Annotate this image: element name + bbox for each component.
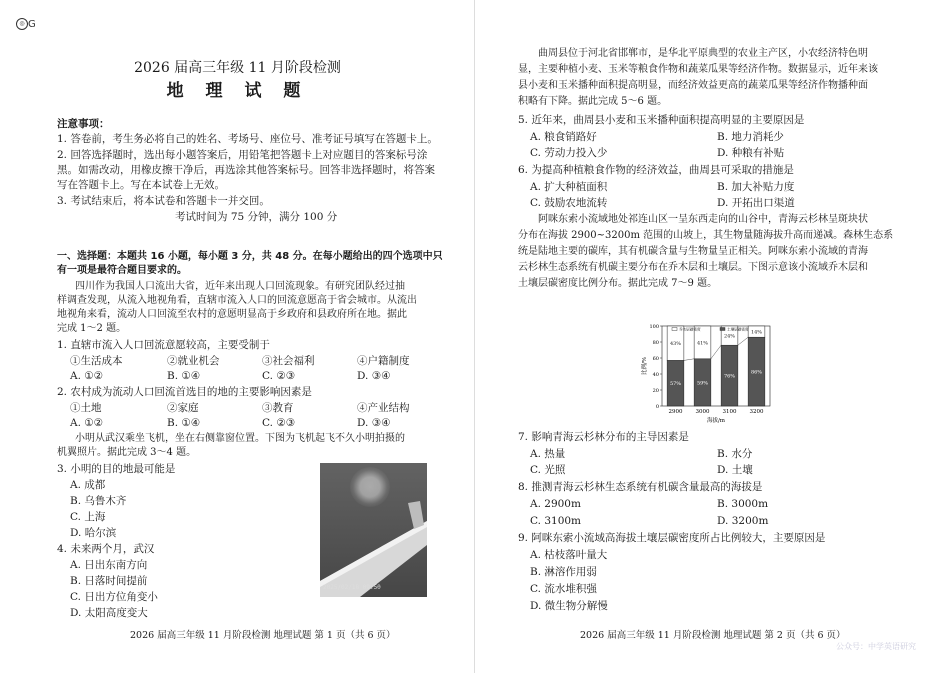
q2-option-d[interactable]: D. ③④ bbox=[357, 417, 391, 429]
q2-option-b[interactable]: B. ①④ bbox=[167, 417, 201, 429]
y-tick-label: 60 bbox=[652, 356, 659, 362]
page-footer: 2026 届高三年级 11 月阶段检测 地理试题 第 1 页（共 6 页） bbox=[130, 630, 396, 641]
q2-option-a[interactable]: A. ①② bbox=[70, 417, 104, 429]
q2-option-c[interactable]: C. ②③ bbox=[262, 417, 296, 429]
q6-option-d[interactable]: D. 开拓出口渠道 bbox=[717, 197, 795, 209]
question-7: 7. 影响青海云杉林分布的主导因素是 bbox=[518, 431, 689, 443]
passage-line: 四川作为我国人口流出大省，近年来出现人口回流现象。有研究团队经过抽 bbox=[75, 281, 405, 292]
data-label: 24% bbox=[723, 333, 736, 340]
connector-line bbox=[684, 359, 694, 361]
carbon-density-chart bbox=[640, 322, 775, 427]
y-tick-label: 100 bbox=[649, 324, 659, 330]
q2-item: ①土地 bbox=[70, 402, 102, 414]
x-axis-label: 海拔/m bbox=[706, 418, 726, 424]
passage-line: 显，主要种植小麦、玉米等粮食作物和蔬菜瓜果等经济作物。数据显示，近年来该 bbox=[518, 64, 878, 75]
q3-option-a[interactable]: A. 成都 bbox=[70, 479, 106, 491]
passage-line: 积略有下降。据此完成 5～6 题。 bbox=[518, 96, 668, 107]
notice-line: 1. 答卷前，考生务必将自己的姓名、考场号、座位号、准考证号填写在答题卡上。 bbox=[57, 133, 438, 145]
legend-swatch-tree bbox=[672, 328, 677, 331]
q7-option-d[interactable]: D. 土壤 bbox=[717, 464, 753, 476]
notice-line: 写在答题卡上。写在本试卷上无效。 bbox=[57, 179, 225, 191]
wing-silhouette-icon bbox=[320, 463, 427, 597]
question-2: 2. 农村成为流动人口回流首选目的地的主要影响因素是 bbox=[57, 386, 312, 398]
watermark: 公众号：中学英语研究 bbox=[836, 642, 916, 651]
q3-option-b[interactable]: B. 乌鲁木齐 bbox=[70, 495, 127, 507]
page-footer: 2026 届高三年级 11 月阶段检测 地理试题 第 2 页（共 6 页） bbox=[580, 630, 846, 641]
q5-option-b[interactable]: B. 地力消耗少 bbox=[717, 131, 784, 143]
passage-line: 土壤层碳密度比例分布。据此完成 7～9 题。 bbox=[518, 278, 718, 289]
q6-option-a[interactable]: A. 扩大种植面积 bbox=[530, 181, 608, 193]
q9-option-b[interactable]: B. 淋溶作用弱 bbox=[530, 566, 597, 578]
y-tick-label: 20 bbox=[652, 388, 659, 394]
q1-option-c[interactable]: C. ②③ bbox=[262, 370, 296, 382]
notice-line: 2. 回答选择题时，选出每小题答案后，用铅笔把答题卡上对应题目的答案标号涂 bbox=[57, 149, 428, 161]
q7-option-b[interactable]: B. 水分 bbox=[717, 448, 753, 460]
q5-option-d[interactable]: D. 种粮有补贴 bbox=[717, 147, 785, 159]
q2-item: ②家庭 bbox=[167, 402, 199, 414]
data-label: 43% bbox=[669, 341, 682, 348]
q9-option-d[interactable]: D. 微生物分解慢 bbox=[530, 600, 608, 612]
q1-item: ③社会福利 bbox=[262, 355, 315, 367]
q6-option-b[interactable]: B. 加大补贴力度 bbox=[717, 181, 795, 193]
question-6: 6. 为提高种植粮食作物的经济效益，曲周县可采取的措施是 bbox=[518, 164, 794, 176]
q4-option-b[interactable]: B. 日落时间提前 bbox=[70, 575, 148, 587]
passage-line: 统是陆地主要的碳库，其有机碳含量与生物量呈正相关。阿咪东索小流域的青海 bbox=[518, 246, 868, 257]
data-label: 14% bbox=[750, 329, 763, 336]
passage-line: 完成 1～2 题。 bbox=[57, 323, 127, 334]
notice-heading: 注意事项： bbox=[57, 118, 110, 130]
q3-option-c[interactable]: C. 上海 bbox=[70, 511, 106, 523]
q1-option-d[interactable]: D. ③④ bbox=[357, 370, 391, 382]
q9-option-a[interactable]: A. 枯枝落叶量大 bbox=[530, 549, 608, 561]
subject-title: 地 理 试 题 bbox=[166, 81, 309, 101]
question-8: 8. 推测青海云杉林生态系统有机碳含量最高的海拔是 bbox=[518, 481, 763, 493]
q3-option-d[interactable]: D. 哈尔滨 bbox=[70, 527, 117, 539]
question-3: 3. 小明的目的地最可能是 bbox=[57, 463, 176, 475]
passage-line: 分布在海拔 2900~3200m 范围的山坡上，其生物量随海拔升高而递减。森林生态系 bbox=[518, 230, 894, 241]
connector-line bbox=[711, 345, 721, 359]
q5-option-c[interactable]: C. 劳动力投入少 bbox=[530, 147, 608, 159]
question-1: 1. 直辖市流入人口回流意愿较高，主要受制于 bbox=[57, 339, 270, 351]
q2-item: ④产业结构 bbox=[357, 402, 410, 414]
q1-item: ②就业机会 bbox=[167, 355, 220, 367]
legend-label: 乔木层碳密度 bbox=[679, 327, 701, 332]
question-4: 4. 未来两个月，武汉 bbox=[57, 543, 155, 555]
q8-option-a[interactable]: A. 2900m bbox=[530, 498, 581, 510]
exam-title: 2026 届高三年级 11 月阶段检测 bbox=[134, 60, 341, 76]
publisher-logo: ◎ G bbox=[16, 18, 36, 30]
q1-option-b[interactable]: B. ①④ bbox=[167, 370, 201, 382]
passage-line: 小明从武汉乘坐飞机，坐在右侧靠窗位置。下图为飞机起飞不久小明拍摄的 bbox=[75, 433, 405, 444]
q2-item: ③教育 bbox=[262, 402, 294, 414]
exam-time-note: 考试时间为 75 分钟，满分 100 分 bbox=[175, 211, 338, 223]
passage-line: 曲周县位于河北省邯郸市，是华北平原典型的农业主产区，小农经济特色明 bbox=[538, 48, 868, 59]
q8-option-d[interactable]: D. 3200m bbox=[717, 515, 769, 527]
photo-timestamp: 2025/02/18 09:50 bbox=[323, 584, 381, 591]
data-label: 59% bbox=[696, 380, 709, 387]
passage-line: 地视角来看，流动人口回流至农村的意愿明显高于乡政府和县政府所在地。据此 bbox=[57, 309, 407, 320]
section-heading: 一、选择题：本题共 16 小题，每小题 3 分，共 48 分。在每小题给出的四个选项中只 bbox=[57, 251, 443, 262]
q4-option-d[interactable]: D. 太阳高度变大 bbox=[70, 607, 148, 619]
x-tick-label: 3000 bbox=[695, 409, 710, 415]
q4-option-c[interactable]: C. 日出方位角变小 bbox=[70, 591, 158, 603]
y-axis-label: 比例/% bbox=[642, 356, 648, 376]
q8-option-b[interactable]: B. 3000m bbox=[717, 498, 769, 510]
question-5: 5. 近年来，曲周县小麦和玉米播种面积提高明显的主要原因是 bbox=[518, 114, 805, 126]
airplane-wing-photo bbox=[320, 463, 427, 597]
q1-item: ①生活成本 bbox=[70, 355, 123, 367]
passage-line: 机翼照片。据此完成 3～4 题。 bbox=[57, 447, 197, 458]
q6-option-c[interactable]: C. 鼓励农地流转 bbox=[530, 197, 608, 209]
y-tick-label: 80 bbox=[652, 340, 659, 346]
q1-item: ④户籍制度 bbox=[357, 355, 410, 367]
question-9: 9. 阿咪东索小流域高海拔土壤层碳密度所占比例较大，主要原因是 bbox=[518, 532, 826, 544]
passage-line: 云杉林生态系统有机碳主要分布在乔木层和土壤层。下图示意该小流域乔木层和 bbox=[518, 262, 868, 273]
q7-option-a[interactable]: A. 热量 bbox=[530, 448, 566, 460]
x-tick-label: 3100 bbox=[722, 409, 737, 415]
q5-option-a[interactable]: A. 粮食销路好 bbox=[530, 131, 597, 143]
notice-line: 黑。如需改动，用橡皮擦干净后，再选涂其他答案标号。回答非选择题时，将答案 bbox=[57, 164, 435, 176]
q7-option-c[interactable]: C. 光照 bbox=[530, 464, 566, 476]
logo-circle-icon: ◎ bbox=[16, 18, 28, 30]
q9-option-c[interactable]: C. 流水堆积强 bbox=[530, 583, 597, 595]
passage-line: 样调查发现，从流入地视角看，直辖市流入人口的回流意愿高于省会城市。从流出 bbox=[57, 295, 417, 306]
passage-line: 阿咪东索小流域地处祁连山区一呈东西走向的山谷中，青海云杉林呈斑块状 bbox=[538, 214, 868, 225]
data-label: 57% bbox=[669, 381, 682, 388]
q8-option-c[interactable]: C. 3100m bbox=[530, 515, 582, 527]
passage-line: 县小麦和玉米播种面积提高明显，而经济效益更高的蔬菜瓜果等经济作物播种面 bbox=[518, 80, 868, 91]
x-tick-label: 3200 bbox=[749, 409, 764, 415]
x-tick-label: 2900 bbox=[668, 409, 683, 415]
section-heading: 有一项是最符合题目要求的。 bbox=[57, 265, 187, 276]
q4-option-a[interactable]: A. 日出东南方向 bbox=[70, 559, 148, 571]
data-label: 76% bbox=[723, 373, 736, 380]
data-label: 41% bbox=[696, 340, 709, 347]
y-tick-label: 40 bbox=[652, 372, 659, 378]
legend-label: 土壤层碳密度 bbox=[727, 327, 749, 332]
legend-swatch-soil bbox=[720, 328, 725, 331]
y-tick-label: 0 bbox=[655, 404, 659, 410]
notice-line: 3. 考试结束后，将本试卷和答题卡一并交回。 bbox=[57, 195, 270, 207]
connector-line bbox=[738, 337, 748, 345]
data-label: 86% bbox=[750, 369, 763, 376]
q1-option-a[interactable]: A. ①② bbox=[70, 370, 104, 382]
